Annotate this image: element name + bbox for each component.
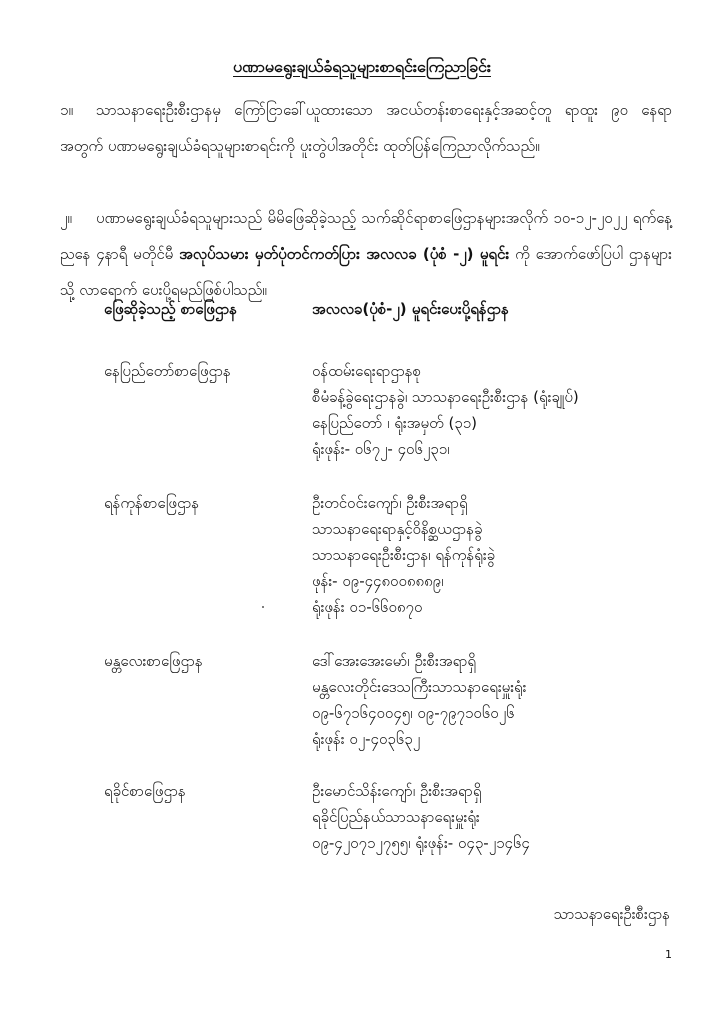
table-header-exam-center: ဖြေဆိုခဲ့သည့် စာဖြေဌာန <box>104 300 238 318</box>
paragraph-1 <box>60 92 672 164</box>
address-line: မန္တလေးတိုင်းဒေသကြီးသာသနာရေးမှူးရုံး <box>312 678 527 696</box>
address-line: ဒေါ်အေးအေးမော်၊ ဦးစီးအရာရှိ <box>312 652 476 670</box>
address-line: ရုံးဖုန်း ၀၂-၄၀၃၆၃၂ <box>312 730 421 748</box>
office-address <box>312 358 702 462</box>
table-header-submit-office: အလလခ(ပုံစံ-၂) မူရင်းပေးပို့ရန်ဌာန <box>312 300 509 318</box>
paragraph-text-end: ကို အောက်ဖော်ပြပါ ဌာနများသို့ လာရောက် ပေးပို့ရမည်ဖြစ်ပါသည်။ <box>60 245 672 299</box>
address-line: ဖုန်း- ၀၉-၄၄၈၀၀၈၈၈၉၊ <box>312 572 444 590</box>
address-line: ရုံးဖုန်း ၀၁-၆၆၀၈၇၀ <box>312 598 423 616</box>
paragraph-number: ၂။ <box>60 209 72 227</box>
paragraph-2 <box>60 200 672 308</box>
issuing-department: သာသနာရေးဦးစီးဌာန <box>553 905 670 923</box>
address-line: ရုံးဖုန်း- ၀၆၇၂- ၄၀၆၂၃၁၊ <box>312 440 450 458</box>
paragraph-text: ပဏာမရွေးချယ်ခံရသူများသည် မိမိဖြေဆိုခဲ့သည့် သက်ဆိုင်ရာစာဖြေဌာနများအလိုက် ၁၀-၁၂-၂၀၂၂ ရက်နေ့ ညနေ ၄နာရီ မတိုင်မီ <box>60 209 672 263</box>
exam-center-name: ရန်ကုန်စာဖြေဌာန <box>104 494 200 512</box>
page-number: 1 <box>665 948 672 961</box>
document-title: ပဏာမရွေးချယ်ခံရသူများစာရင်းကြေညာခြင်း <box>233 57 491 76</box>
paragraph-bold-text: အလုပ်သမား မှတ်ပုံတင်ကတ်ပြား အလလခ (ပုံစံ -၂) မူရင်း <box>179 245 510 263</box>
exam-center-name: ရခိုင်စာဖြေဌာန <box>104 782 186 800</box>
office-address <box>312 778 702 856</box>
paragraph-number: ၁။ <box>60 101 73 119</box>
address-line: ၀၉-၄၂၀၇၁၂၇၅၅၊ ရုံးဖုန်း- ၀၄၃-၂၁၄၆၄ <box>312 834 530 852</box>
exam-center-name: နေပြည်တော်စာဖြေဌာန <box>104 362 231 380</box>
address-line: သာသနာရေးရာနှင့်ဝိနိစ္ဆယဌာနခွဲ <box>312 520 483 538</box>
address-line: သာသနာရေးဦးစီးဌာန၊ ရန်ကုန်ရုံးခွဲ <box>312 546 496 564</box>
office-address <box>312 490 702 620</box>
address-line: ဝန်ထမ်းရေးရာဌာနစု <box>312 362 422 380</box>
address-line: စီမံခန့်ခွဲရေးဌာနခွဲ၊ သာသနာရေးဦးစီးဌာန (ရုံးချုပ်) <box>312 388 579 406</box>
address-line: နေပြည်တော် ၊ ရုံးအမှတ် (၃၁) <box>312 414 478 432</box>
scan-speck <box>262 606 264 608</box>
address-line: ဦးမောင်သိန်းကျော်၊ ဦးစီးအရာရှိ <box>312 782 482 800</box>
office-address <box>312 648 702 752</box>
address-line: ရခိုင်ပြည်နယ်သာသနာရေးမှူးရုံး <box>312 808 480 826</box>
address-line: ဦးတင်ဝင်းကျော်၊ ဦးစီးအရာရှိ <box>312 494 468 512</box>
exam-center-name: မန္တလေးစာဖြေဌာန <box>104 652 203 670</box>
address-line: ၀၉-၆၇၁၆၄၀၀၄၅၊ ၀၉-၇၉၇၁၀၆၀၂၆ <box>312 704 515 722</box>
paragraph-text: သာသနာရေးဦးစီးဌာနမှ ကြော်ငြာခေါ်ယူထားသော အငယ်တန်းစာရေးနှင့်အဆင့်တူ ရာထူး ၉၀ နေရာအတွက် ပဏာမရွေးချယ်ခံရသူများစာရင်းကို ပူးတွဲပါအတိုင်း ထုတ်ပြန်ကြေညာလိုက်သည်။ <box>60 101 672 155</box>
